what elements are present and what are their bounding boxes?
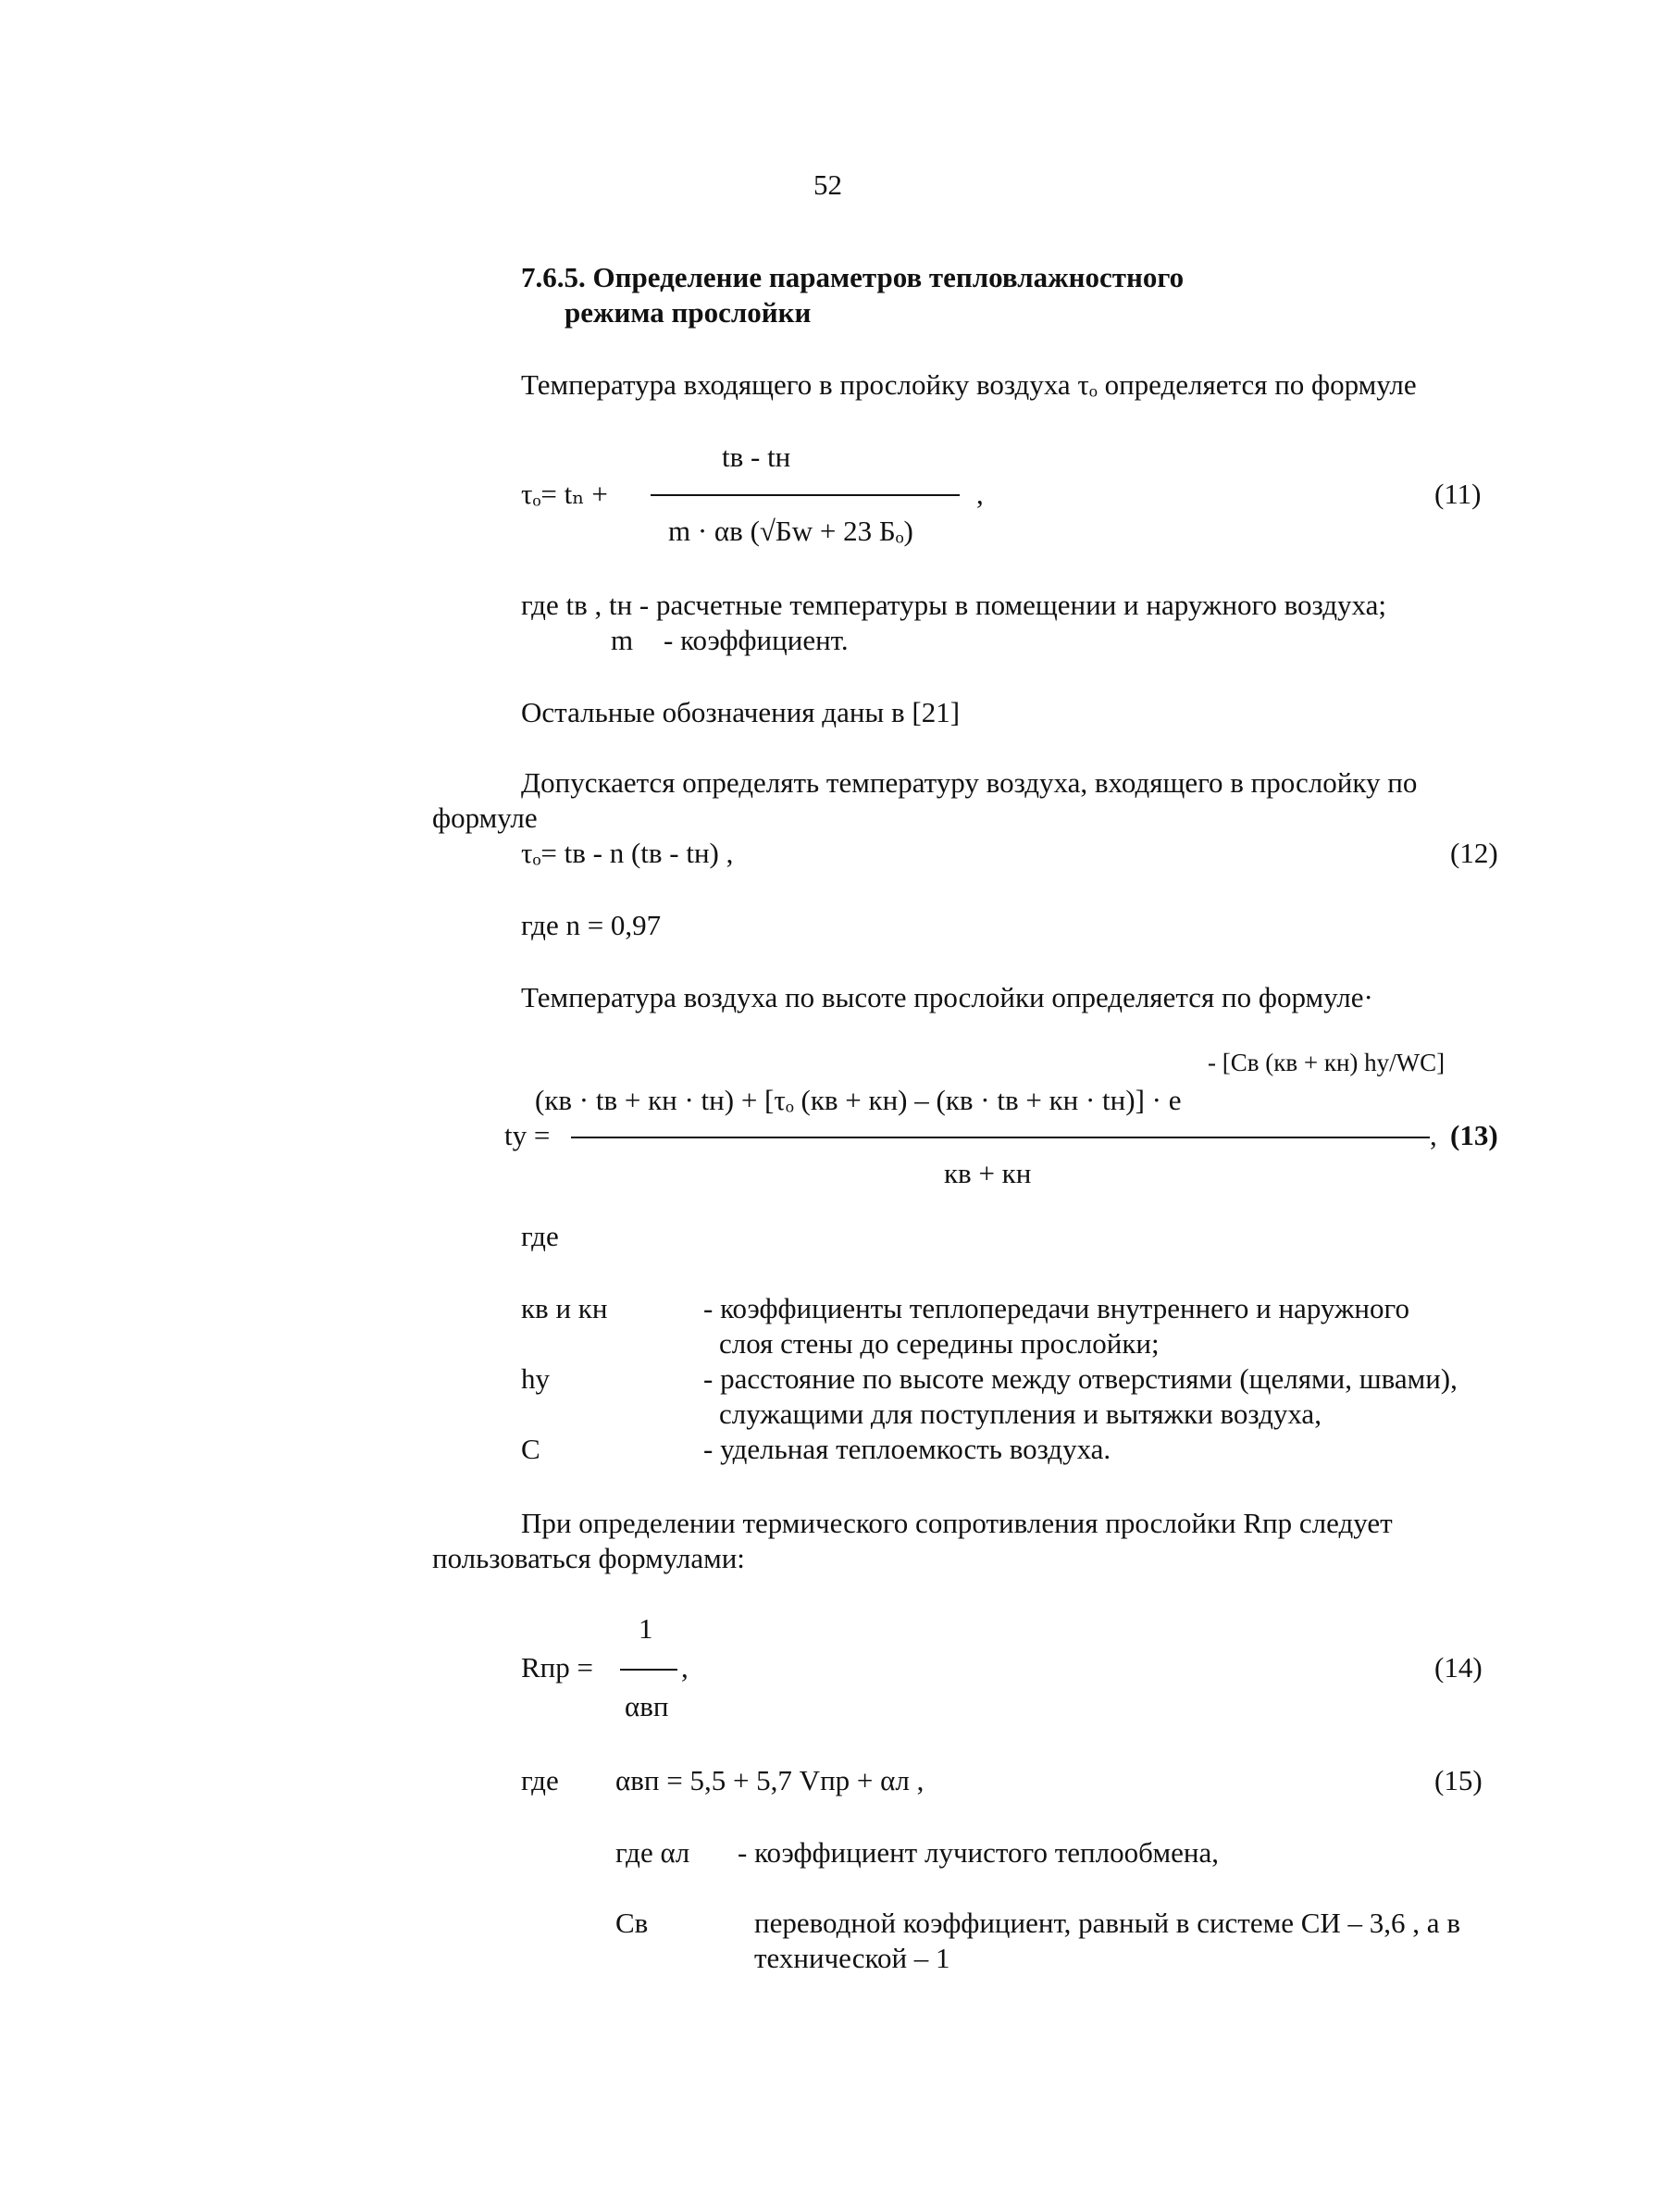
eq15-where: где (521, 1764, 559, 1796)
eq11-suffix: , (976, 478, 984, 510)
eq12-formula: τₒ= tв - n (tв - tн) , (521, 837, 734, 869)
eq13-comma: , (1430, 1119, 1437, 1151)
eq14-numerator: 1 (639, 1612, 653, 1645)
eq11-denominator: m · αв (√Бw + 23 Бₒ) (668, 515, 913, 547)
paragraph-height-temp: Температура воздуха по высоте прослойки определяется по формуле· (521, 981, 1373, 1013)
paragraph-resistance-line1: При определении термического сопротивления прослойки Rпр следует (521, 1507, 1393, 1539)
paragraph-other-notation: Остальные обозначения даны в [21] (521, 696, 961, 728)
eq14-denominator: αвп (625, 1690, 669, 1722)
eq13-lhs: tу = (504, 1119, 551, 1151)
eq13-def-k-line2: слоя стены до середины прослойки; (719, 1327, 1160, 1360)
eq13-where-word: где (521, 1220, 559, 1252)
eq12-number: (12) (1450, 837, 1498, 869)
eq11-fraction-bar (651, 494, 960, 496)
section-heading-line2: режима прослойки (565, 296, 812, 329)
eq13-def-symbol-h: hу (521, 1362, 550, 1395)
eq13-def-h-line2: служащими для поступления и вытяжки воздуха, (719, 1398, 1322, 1430)
eq14-lhs: Rпр = (521, 1651, 593, 1684)
eq11-number: (11) (1434, 478, 1482, 510)
section-heading-line1: 7.6.5. Определение параметров тепловлажностного (521, 261, 1185, 293)
eq13-denominator: кв + кн (944, 1157, 1032, 1189)
eq15-where-c-line1: переводной коэффициент, равный в системе СИ – 3,6 , а в (754, 1907, 1460, 1939)
page-number: 52 (813, 168, 842, 201)
eq13-number: (13) (1450, 1119, 1498, 1151)
paragraph-allowed-line2: формуле (432, 802, 538, 834)
eq13-exponent: - [Cв (кв + кн) hу/WC] (1208, 1049, 1446, 1076)
eq13-fraction-bar (571, 1137, 1430, 1138)
eq13-numerator: (кв · tв + кн · tн) + [τₒ (кв + кн) – (кв · tв + кн · tн)] · e (535, 1084, 1182, 1116)
eq13-def-c-line1: - удельная теплоемкость воздуха. (703, 1433, 1111, 1465)
eq11-numerator: tв - tн (722, 441, 791, 473)
paragraph-intro: Температура входящего в прослойку воздуха τₒ определяется по формуле (521, 368, 1417, 401)
eq13-def-h-line1: - расстояние по высоте между отверстиями (щелями, швами), (703, 1362, 1458, 1395)
eq15-formula: αвп = 5,5 + 5,7 Vпр + αл , (615, 1764, 925, 1796)
eq11-where-m-symbol: m (611, 624, 634, 656)
eq13-def-k-line1: - коэффициенты теплопередачи внутреннего и наружного (703, 1292, 1409, 1324)
eq15-where-c-line2: технической – 1 (754, 1942, 950, 1974)
eq14-suffix: , (681, 1651, 689, 1684)
eq15-where-alpha-text: - коэффициент лучистого теплообмена, (738, 1836, 1220, 1869)
eq13-def-symbol-k: кв и кн (521, 1292, 608, 1324)
eq11-where-m-text: - коэффициент. (664, 624, 849, 656)
eq14-fraction-bar (620, 1669, 677, 1671)
eq15-where-alpha-symbol: где αл (615, 1836, 690, 1869)
eq14-number: (14) (1434, 1651, 1483, 1684)
eq15-where-c-symbol: Cв (615, 1907, 649, 1939)
eq13-def-symbol-c: C (521, 1433, 540, 1465)
eq12-where: где n = 0,97 (521, 909, 662, 941)
eq15-number: (15) (1434, 1764, 1483, 1796)
eq11-lhs: τₒ= tₙ + (521, 478, 608, 510)
eq11-where-line1: где tв , tн - расчетные температуры в помещении и наружного воздуха; (521, 589, 1386, 621)
paragraph-resistance-line2: пользоваться формулами: (432, 1542, 745, 1574)
paragraph-allowed-line1: Допускается определять температуру воздуха, входящего в прослойку по (521, 766, 1418, 799)
